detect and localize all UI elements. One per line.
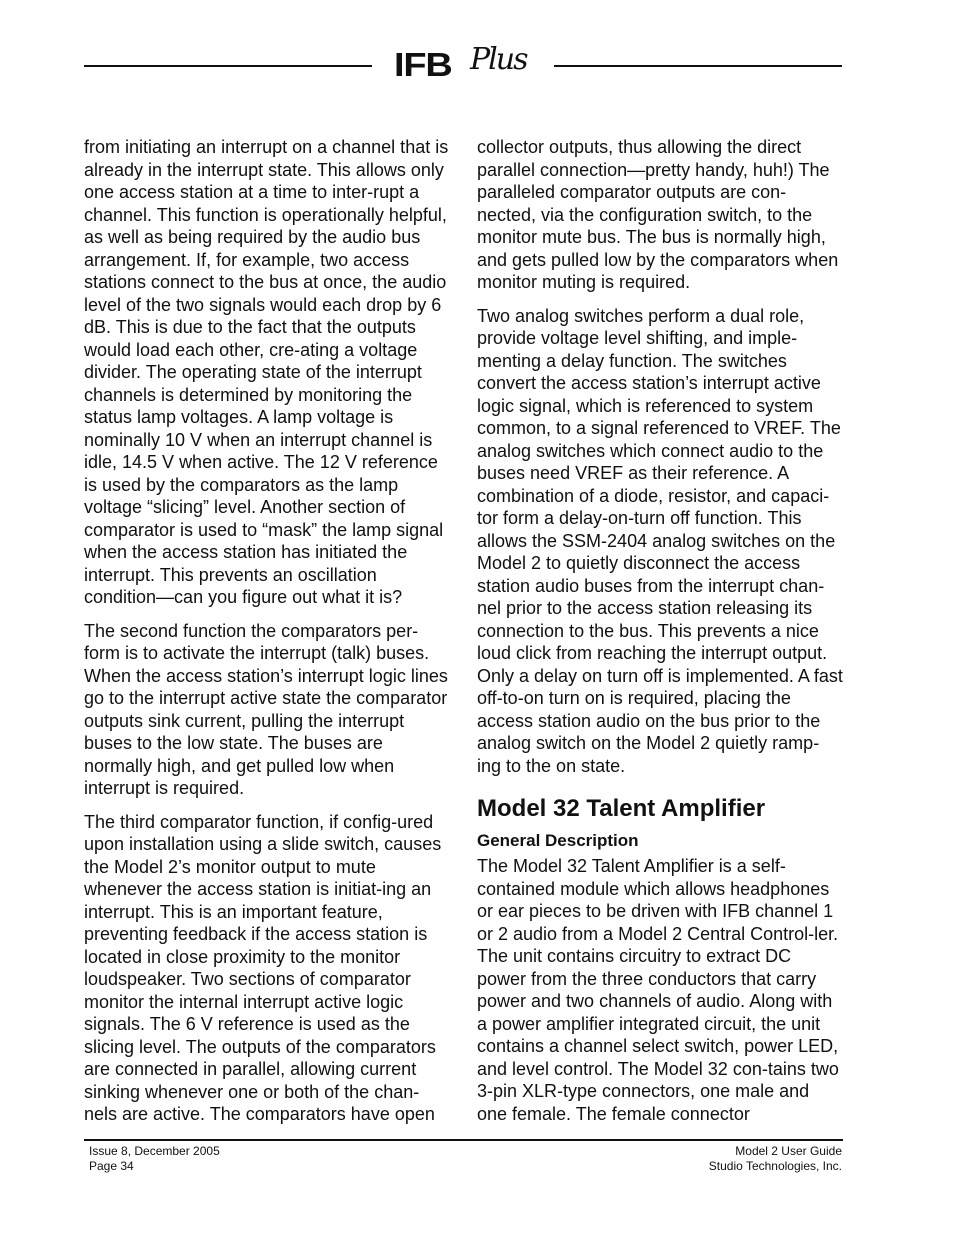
body-paragraph: Two analog switches perform a dual role, provide voltage level shifting, and imple-menting a delay function. The switches convert the access station’s interrupt active logic signal, which is referenced to system common, to a signal referenced to VREF. The analog switches which connect audio to the buses need VREF as their reference. A combination of a diode, resistor, and capaci-tor form a delay-on-turn off function. This allows the SSM-2404 analog switches on the Model 2 to quietly disconnect the access station audio buses from the interrupt chan-nel prior to the access station releasing its connection to the bus. This prevents a nice loud click from reaching the interrupt output. Only a delay on turn off is implemented. A fast off-to-on turn on is required, placing the access station audio on the bus prior to the analog switch on the Model 2 quietly ramp-ing to the on state.: [477, 305, 843, 776]
right-column: [477, 136, 843, 1136]
logo-script-text: Plus: [470, 42, 527, 77]
company-name: Studio Technologies, Inc.: [708, 1158, 842, 1173]
subsection-title: General Description: [477, 831, 639, 850]
header-rule-right: [554, 65, 842, 67]
footer-rule: [84, 1139, 843, 1141]
page-number: Page 34: [89, 1158, 134, 1173]
header-rule-left: [84, 65, 372, 67]
guide-title: Model 2 User Guide: [735, 1144, 842, 1158]
body-paragraph: The third comparator function, if config-ured upon installation using a slide switch, causes the Model 2’s monitor output to mute whenever the access station is initiat-ing an interrupt. This is an important feature, preventing feedback if the access station is located in close proximity to the monitor loudspeaker. Two sections of comparator monitor the internal interrupt active logic signals. The 6 V reference is used as the slicing level. The outputs of the comparators are connected in parallel, allowing current sinking whenever one or both of the chan-nels are active. The comparators have open: [84, 811, 442, 1124]
body-paragraph: collector outputs, thus allowing the direct parallel connection—pretty handy, huh!) The paralleled comparator outputs are con-nected, via the configuration switch, to the monitor mute bus. The bus is normally high, and gets pulled low by the comparators when monitor muting is required.: [477, 137, 839, 292]
body-paragraph: The Model 32 Talent Amplifier is a self-contained module which allows headphones or ear pieces to be driven with IFB channel 1 or 2 audio from a Model 2 Central Control-ler. The unit contains circuitry to extract DC power from the three conductors that carry power and two channels of audio. Along with a power amplifier integrated circuit, the unit contains a channel select switch, power LED, and level control. The Model 32 con-tains two 3-pin XLR-type connectors, one male and one female. The female connector: [477, 856, 839, 1124]
left-column: [84, 136, 450, 1137]
body-paragraph: from initiating an interrupt on a channel that is already in the interrupt state. This allows only one access station at a time to inter-rupt a channel. This function is operationally helpful, as well as being required by the audio bus arrangement. If, for example, two access stations connect to the bus at once, the audio level of the two signals would each drop by 6 dB. This is due to the fact that the outputs would load each other, cre-ating a voltage divider. The operating state of the interrupt channels is determined by monitoring the status lamp voltages. A lamp voltage is nominally 10 V when an interrupt channel is idle, 14.5 V when active. The 12 V reference is used by the comparators as the lamp voltage “slicing” level. Another section of comparator is used to “mask” the lamp signal when the access station has initiated the interrupt. This prevents an oscillation condition—can you figure out what it is?: [84, 137, 449, 607]
body-paragraph: The second function the comparators per-form is to activate the interrupt (talk) buses. When the access station’s interrupt logic lines go to the interrupt active state the comparator outputs sink current, pulling the interrupt buses to the low state. The buses are normally high, and get pulled low when interrupt is required.: [84, 620, 448, 798]
footer-right: [709, 1144, 842, 1173]
ifb-plus-logo: [394, 40, 544, 90]
logo-main-text: IFB: [394, 46, 452, 83]
issue-label: Issue 8, December 2005: [89, 1144, 220, 1158]
section-title: Model 32 Talent Amplifier: [477, 795, 766, 822]
footer-left: [89, 1144, 220, 1173]
